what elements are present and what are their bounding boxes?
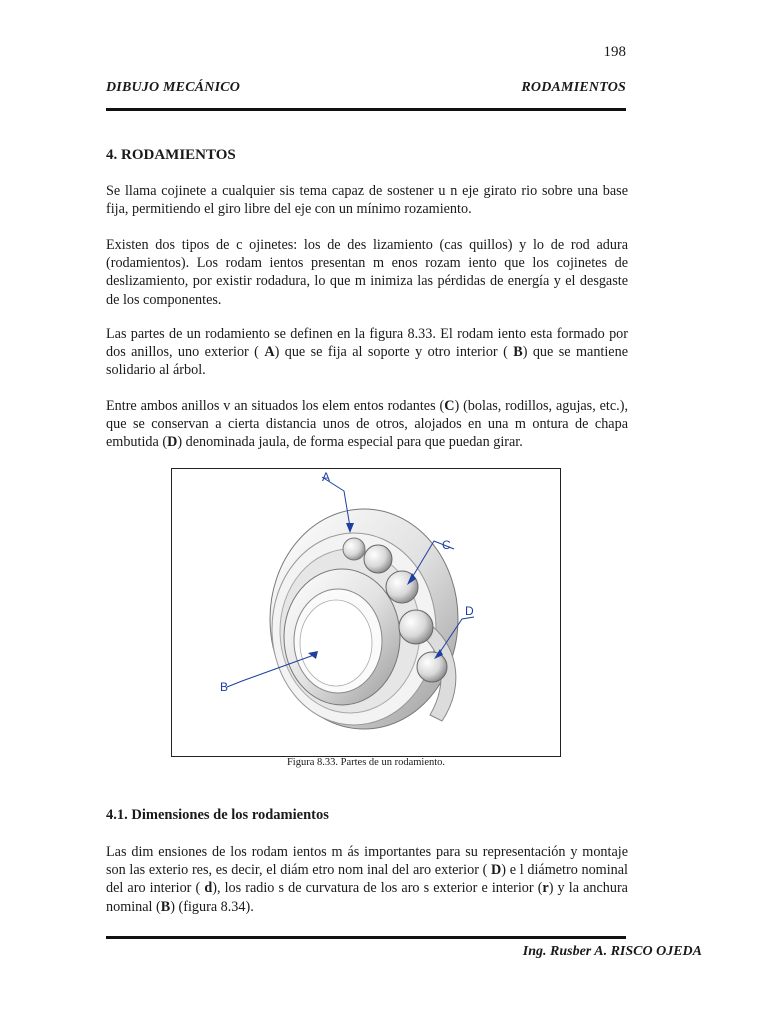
ball: [364, 545, 392, 573]
text: ) y la anchura nominal (: [106, 880, 628, 915]
label-d: D: [167, 434, 178, 451]
figure-label-a: A: [322, 470, 331, 484]
text: ) e l diámetro nominal del aro interior (: [106, 862, 628, 897]
ball: [399, 610, 433, 644]
footer-author: Ing. Rusber A. RISCO OJEDA: [522, 944, 702, 959]
inner-ring: [284, 569, 400, 705]
text: ), los radio s de curvatura de los aro s exterior e interior (: [212, 880, 543, 897]
ball: [417, 652, 447, 682]
paragraph-dimensions: [106, 843, 628, 916]
text: Las partes de un rodamiento se definen en la figura 8.33. El rodam iento esta formado por dos anillos, uno exterior (: [106, 326, 628, 361]
paragraph-types: Existen dos tipos de c ojinetes: los de des lizamiento (cas quillos) y lo de rod adura (rodamientos). Los rodam ientos presentan m enos rozam iento que los cojinetes de deslizamiento, por existir rodadura, lo que m inimiza las pérdidas de energía y el desgaste de los componentes.: [106, 237, 628, 308]
label-a: A: [264, 344, 275, 361]
figure-caption: Figura 8.33. Partes de un rodamiento.: [286, 757, 446, 768]
page-number: 198: [603, 44, 626, 60]
text: ) (bolas, rodillos, agujas, etc.), que se conservan a cierta distancia unos de otros, alojados en una m ontura de chapa embutida (: [106, 398, 628, 451]
figure-label-d: D: [465, 604, 474, 618]
bearing-figure: [171, 468, 561, 757]
paragraph-rolling-elements: [106, 397, 628, 452]
figure-label-b: B: [220, 680, 229, 694]
label-b-width: B: [160, 898, 171, 915]
bearing-illustration: [172, 469, 560, 756]
text: ) que se mantiene solidario al árbol.: [106, 344, 628, 379]
label-c: C: [444, 398, 455, 414]
ball: [343, 538, 365, 560]
text: ) denominada jaula, de forma especial para que puedan girar.: [177, 434, 523, 451]
paragraph-intro: Se llama cojinete a cualquier sis tema capaz de sostener u n eje girato rio sobre una base fija, permitiendo el giro libre del eje con un mínimo rozamiento.: [106, 183, 628, 218]
section-title: 4. RODAMIENTOS: [106, 147, 236, 163]
label-b: B: [513, 344, 523, 361]
label-d-lower: d: [204, 880, 213, 897]
text: ) (figura 8.34).: [170, 898, 254, 915]
text: Entre ambos anillos v an situados los elem entos rodantes (: [106, 398, 445, 414]
text: Las dim ensiones de los rodam ientos m ás importantes para su representación y montaje son las exterio res, es decir, el diám etro nom inal del aro exterior (: [106, 844, 628, 879]
label-d-upper: D: [491, 862, 502, 879]
text: ) que se fija al soporte y otro interior (: [274, 344, 514, 361]
label-r: r: [542, 880, 549, 897]
page-header: [106, 80, 626, 111]
figure-label-c: C: [442, 538, 451, 552]
subsection-title: 4.1. Dimensiones de los rodamientos: [106, 807, 329, 823]
footer-rule: [106, 936, 626, 939]
paragraph-parts: [106, 325, 628, 380]
header-right-title: RODAMIENTOS: [521, 80, 626, 95]
header-left-title: DIBUJO MECÁNICO: [106, 80, 241, 95]
